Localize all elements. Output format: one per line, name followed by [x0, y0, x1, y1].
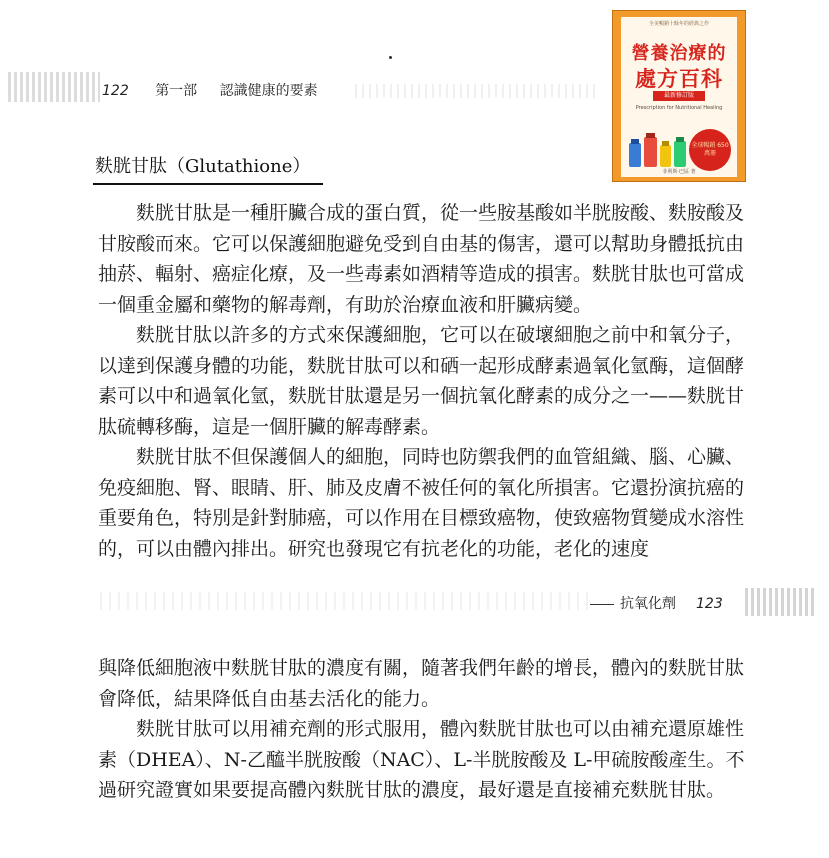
book-cover-subtitle: Prescription for Nutritional Healing — [635, 105, 723, 111]
section-title: 抗氧化劑 — [620, 596, 676, 612]
book-cover-tagline: 全美暢銷十餘年的經典之作 — [648, 21, 709, 27]
header-rule — [590, 604, 614, 605]
book-cover-image — [612, 10, 746, 182]
running-header-123 — [590, 593, 723, 613]
body-text-page-123 — [98, 653, 758, 806]
chapter-title: 認識健康的要素 — [219, 83, 318, 99]
book-cover-sales-stamp: 全球暢銷 650萬冊 — [689, 129, 731, 171]
scan-speck — [389, 56, 392, 59]
scan-noise-mid — [100, 592, 595, 610]
book-cover-title-line2: 處方百科 — [635, 67, 723, 91]
heading-underline — [93, 183, 323, 185]
book-cover-author: 菲利斯·巴區 著 — [662, 169, 696, 175]
scan-noise-top-left — [8, 72, 100, 102]
book-cover-title-line1: 營養治療的 — [631, 43, 727, 64]
book-cover-edition-badge: 最新修訂版 — [653, 91, 705, 101]
running-header-122 — [102, 80, 318, 100]
book-cover-inner — [621, 17, 737, 177]
paragraph: 麩胱甘肽可以用補充劑的形式服用，體內麩胱甘肽也可以由補充還原雄性素（DHEA）、N-乙醯半胱胺酸（NAC）、L-半胱胺酸及 L-甲硫胺酸產生。不過研究證實如果要提高體內麩胱甘肽的濃度，最好還是直接補充麩胱甘肽。 — [98, 718, 745, 801]
supplement-bottles-icon — [627, 129, 689, 169]
scan-noise-top-right — [355, 84, 600, 98]
page-number: 122 — [102, 83, 129, 99]
paragraph: 麩胱甘肽以許多的方式來保護細胞，它可以在破壞細胞之前中和氧分子，以達到保護身體的功能，麩胱甘肽可以和硒一起形成酵素過氧化氫酶，這個酵素可以中和過氧化氫，麩胱甘肽還是另一個抗氧化酵素的成分之一——麩胱甘肽硫轉移酶，這是一個肝臟的解毒酵素。 — [98, 324, 745, 438]
section-heading: 麩胱甘肽（Glutathione） — [95, 156, 311, 177]
paragraph-continued: 與降低細胞液中麩胱甘肽的濃度有關，隨著我們年齡的增長，體內的麩胱甘肽會降低，結果降低自由基去活化的能力。 — [98, 657, 745, 710]
body-text-page-122 — [98, 198, 758, 564]
part-label: 第一部 — [155, 83, 198, 99]
paragraph: 麩胱甘肽不但保護個人的細胞，同時也防禦我們的血管組織、腦、心臟、免疫細胞、腎、眼睛、肝、肺及皮膚不被任何的氧化所損害。它還扮演抗癌的重要角色，特別是針對肺癌，可以作用在目標致癌物，使致癌物質變成水溶性的，可以由體內排出。研究也發現它有抗老化的功能，老化的速度 — [98, 446, 745, 560]
page-number: 123 — [696, 596, 723, 612]
scan-noise-mid-right — [745, 588, 817, 616]
paragraph: 麩胱甘肽是一種肝臟合成的蛋白質，從一些胺基酸如半胱胺酸、麩胺酸及甘胺酸而來。它可以保護細胞避免受到自由基的傷害，還可以幫助身體抵抗由抽菸、輻射、癌症化療，及一些毒素如酒精等造成的損害。麩胱甘肽也可當成一個重金屬和藥物的解毒劑，有助於治療血液和肝臟病變。 — [98, 202, 745, 316]
